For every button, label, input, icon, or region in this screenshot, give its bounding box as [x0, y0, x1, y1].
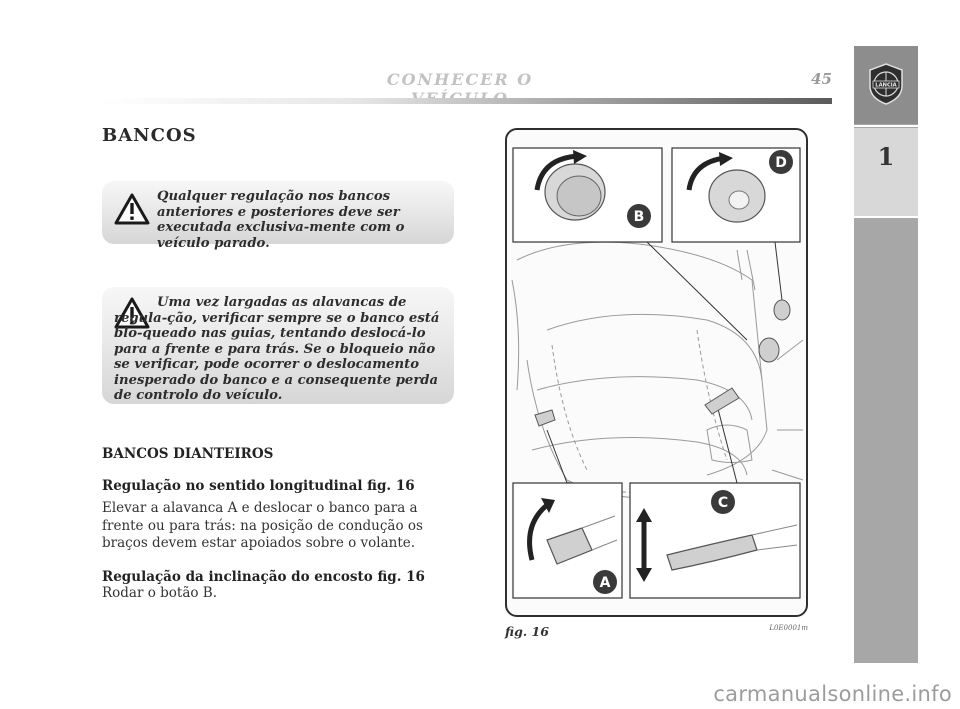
brand-logo-area — [854, 46, 918, 124]
tab-divider — [854, 216, 918, 218]
lancia-logo-icon — [866, 62, 906, 106]
callout-a — [593, 570, 617, 594]
section-title: BANCOS — [102, 125, 197, 146]
callout-c-label: C — [717, 495, 729, 511]
page-number: 45 — [811, 70, 832, 88]
running-title: CONHECER O — [386, 70, 534, 89]
longitudinal-heading: Regulação no sentido longitudinal fig. 16 — [102, 478, 415, 494]
warning-box — [102, 287, 454, 404]
figure-seat-controls — [505, 128, 808, 617]
chapter-number-box — [854, 128, 918, 216]
tab-divider — [854, 125, 918, 127]
seat-drawing — [512, 242, 803, 498]
warning-box — [102, 181, 454, 251]
figure-code: L0E0001m — [769, 624, 808, 632]
watermark: carmanualsonline.info — [713, 682, 952, 706]
seat-illustration — [507, 130, 806, 615]
callout-b — [627, 204, 651, 228]
chapter-number: 1 — [877, 142, 895, 171]
warning-text: Qualquer regulação nos bancos anteriores e posteriores deve ser executada exclusiva-mente com o veículo parado. — [157, 189, 405, 251]
front-seats-heading: BANCOS DIANTEIROS — [102, 446, 274, 462]
backrest-heading: Regulação da inclinação do encosto fig. 16 — [102, 569, 425, 585]
warning-text: Uma vez largadas as alavancas de regula-ção, verificar sempre se o banco está blo-queado nas guias, tentando deslocá-lo para a frente e para trás. Se o bloqueio não se verificar, pode ocorrer o deslocamento inesperado do banco e a consequente perda de controlo do veículo. — [114, 295, 440, 403]
chapter-tab — [854, 46, 918, 663]
figure-caption: fig. 16 — [505, 624, 549, 639]
callout-d — [769, 150, 793, 174]
header-rule — [100, 98, 832, 104]
callout-b-label: B — [633, 209, 645, 225]
callout-c — [711, 490, 735, 514]
logo-text: LANCIA — [875, 82, 897, 89]
callout-a-label: A — [599, 575, 611, 591]
seat-control-parts — [535, 300, 790, 426]
backrest-text: Rodar o botão B. — [102, 585, 218, 601]
callout-d-label: D — [775, 155, 787, 171]
longitudinal-text: Elevar a alavanca A e deslocar o banco para a frente ou para trás: na posição de condução os braços devem estar apoiados sobre o volante. — [102, 500, 423, 551]
leader-lines — [547, 242, 782, 483]
warning-triangle-icon — [114, 193, 150, 225]
